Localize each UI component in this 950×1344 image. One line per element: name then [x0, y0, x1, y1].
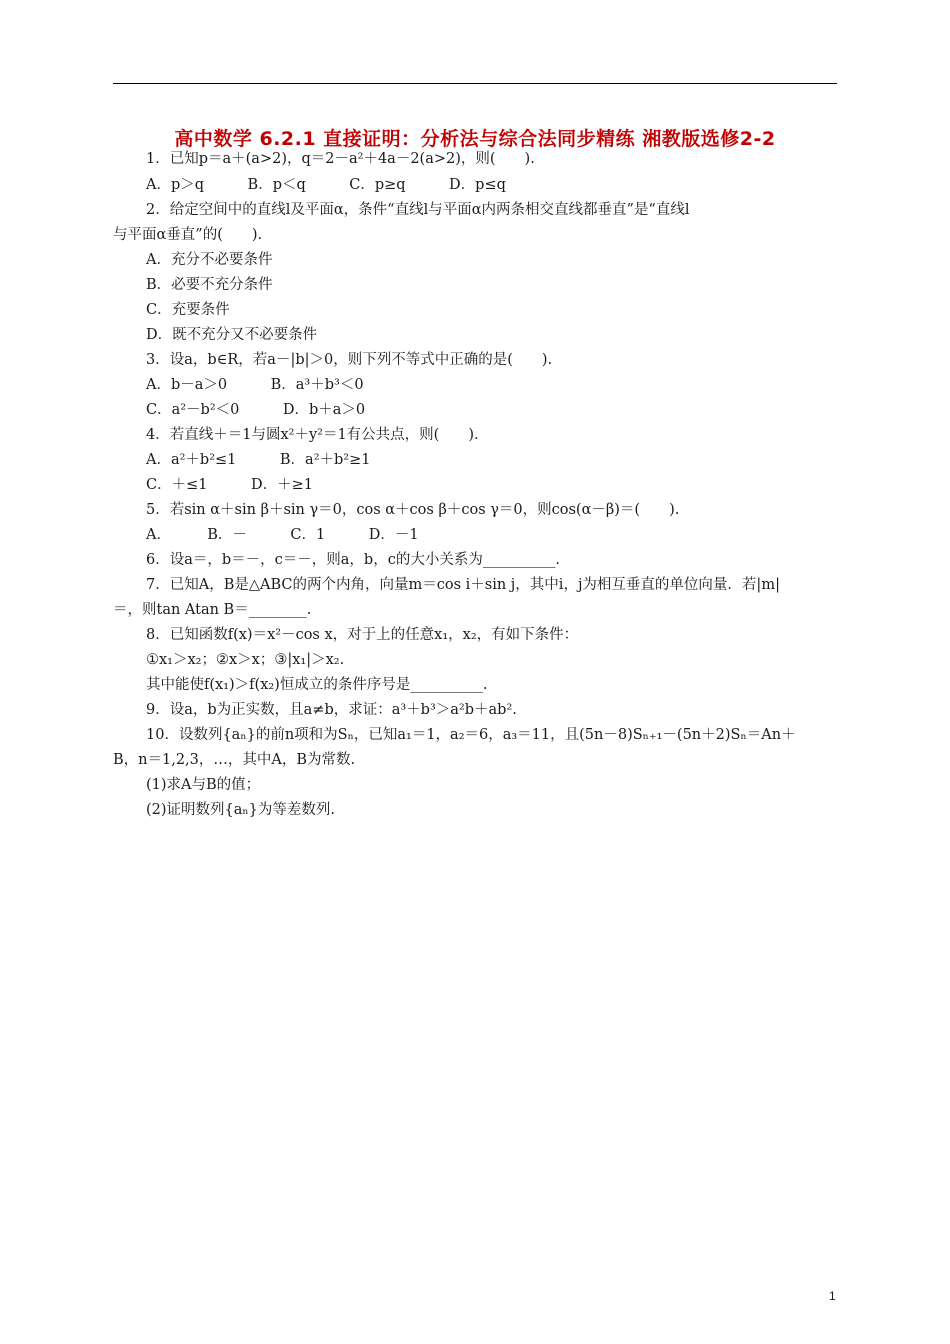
text-line: D．既不充分又不必要条件 [146, 327, 318, 343]
text-line: ＝，则tan Atan B＝________. [113, 602, 312, 618]
text-line: (2)证明数列{aₙ}为等差数列. [146, 802, 336, 818]
text-line: A．p＞q B．p＜q C．p≥q D．p≤q [146, 177, 506, 193]
text-line: 10．设数列{aₙ}的前n项和为Sₙ，已知a₁＝1，a₂＝6，a₃＝11，且(5n－8)Sₙ₊₁－(5n＋2)Sₙ＝An＋ [146, 727, 796, 743]
text-line: B．必要不充分条件 [146, 277, 273, 293]
text-line: 其中能使f(x₁)＞f(x₂)恒成立的条件序号是__________. [146, 677, 488, 693]
text-line: 6．设a＝，b＝－，c＝－，则a，b，c的大小关系为__________. [146, 552, 560, 568]
text-line: A． B．－ C．1 D．－1 [146, 527, 419, 543]
text-line: C．a²－b²＜0 D．b＋a＞0 [146, 402, 366, 418]
text-line: 9．设a，b为正实数，且a≠b，求证：a³＋b³＞a²b＋ab². [146, 702, 517, 718]
document-title: 高中数学 6.2.1 直接证明：分析法与综合法同步精练 湘教版选修2-2 [174, 128, 776, 150]
text-line: C．＋≤1 D．＋≥1 [146, 477, 313, 493]
text-line: 5．若sin α＋sin β＋sin γ＝0，cos α＋cos β＋cos γ＝0，则cos(α－β)＝( ). [146, 502, 680, 518]
text-line: C．充要条件 [146, 302, 230, 318]
text-line: 4．若直线＋＝1与圆x²＋y²＝1有公共点，则( ). [146, 427, 479, 443]
header-rule [113, 83, 837, 84]
text-line: B，n＝1,2,3，…，其中A，B为常数. [113, 752, 356, 768]
text-line: A．a²＋b²≤1 B．a²＋b²≥1 [146, 452, 371, 468]
text-line: 1．已知p＝a＋(a>2)，q＝2－a²＋4a－2(a>2)，则( ). [146, 151, 535, 167]
text-line: (1)求A与B的值； [146, 777, 261, 793]
text-line: ①x₁＞x₂；②x＞x；③|x₁|＞x₂. [146, 652, 345, 668]
page-number: 1 [829, 1289, 836, 1303]
text-line: 与平面α垂直”的( ). [113, 227, 263, 243]
text-line: A．b－a＞0 B．a³＋b³＜0 [146, 377, 364, 393]
text-line: A．充分不必要条件 [146, 252, 273, 268]
text-line: 7．已知A，B是△ABC的两个内角，向量m＝cos i＋sin j，其中i，j为相互垂直的单位向量．若|m| [146, 577, 780, 593]
text-line: 3．设a，b∈R，若a－|b|＞0，则下列不等式中正确的是( ). [146, 352, 553, 368]
text-line: 2．给定空间中的直线l及平面α，条件“直线l与平面α内两条相交直线都垂直”是“直线l [146, 202, 690, 218]
text-line: 8．已知函数f(x)＝x²－cos x，对于上的任意x₁，x₂，有如下条件： [146, 627, 579, 643]
